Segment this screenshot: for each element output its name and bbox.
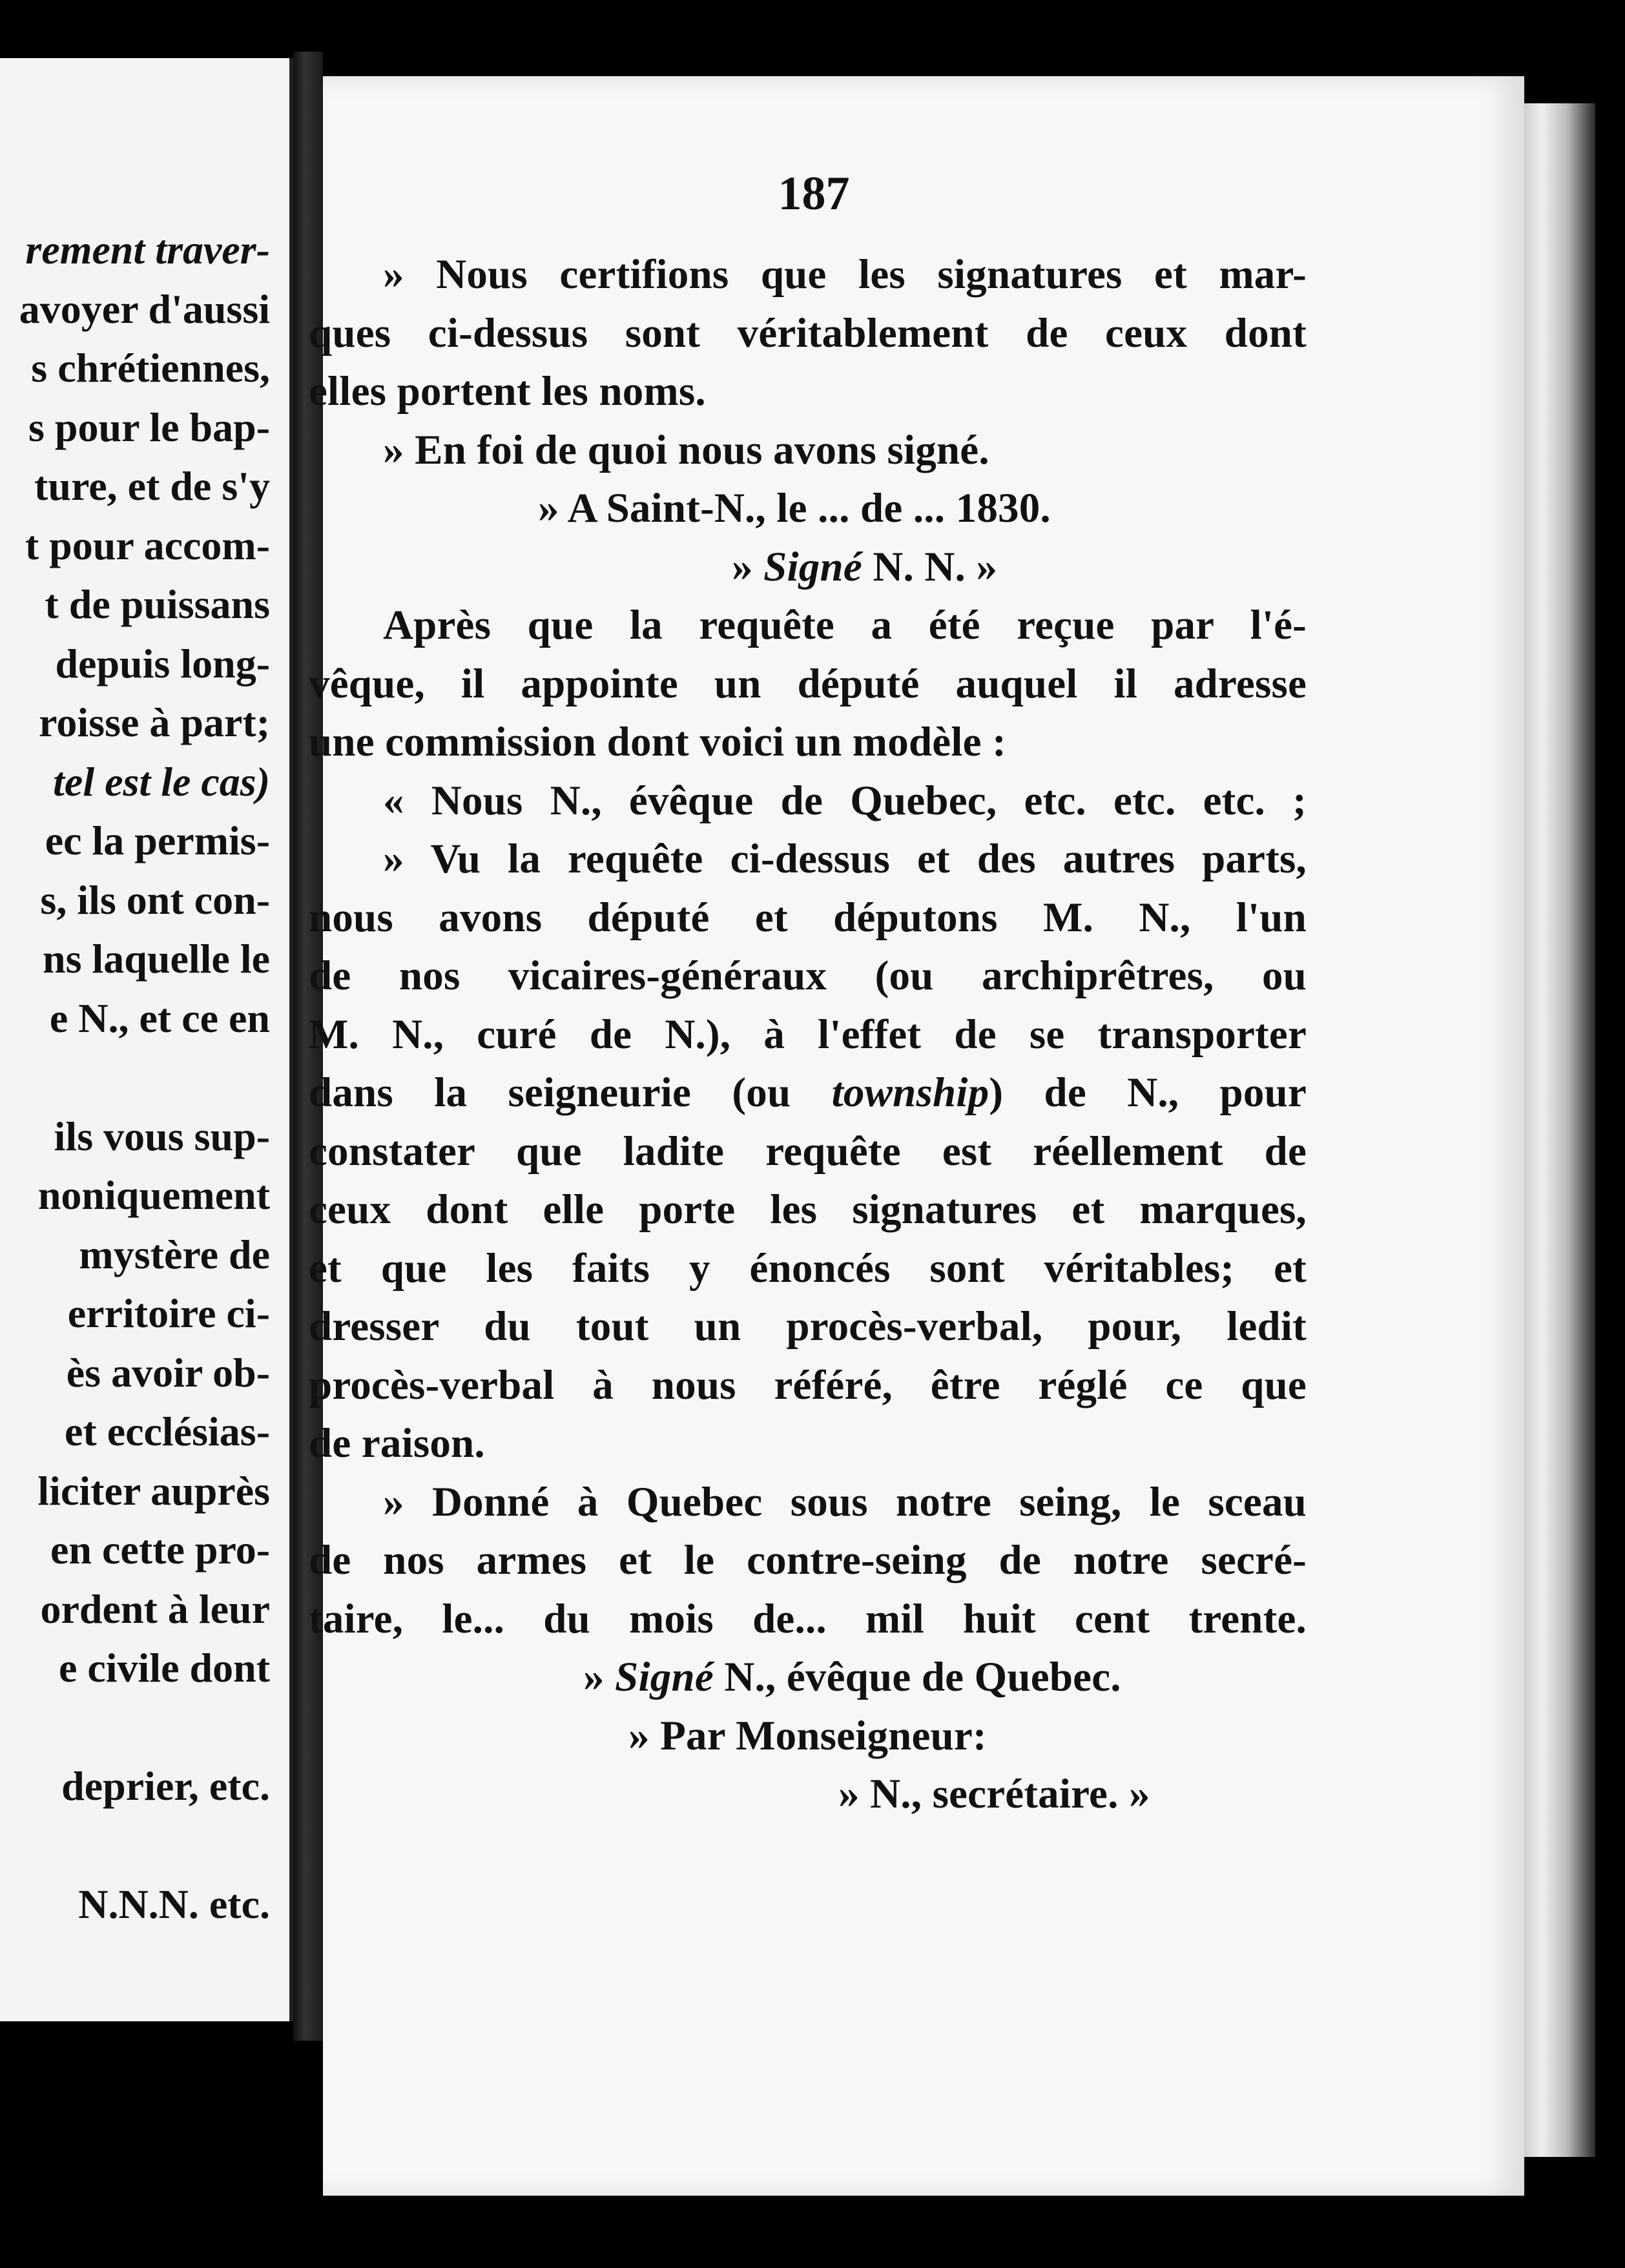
- facing-page-line: ns laquelle le: [42, 936, 270, 982]
- text-line: constater que ladite requête est réellement de: [309, 1128, 1307, 1175]
- text-segment: »: [732, 543, 764, 590]
- italic-segment: Signé: [763, 543, 862, 590]
- text-line: » En foi de quoi nous avons signé.: [383, 426, 989, 473]
- facing-page-line: s pour le bap-: [28, 404, 270, 450]
- text-line: une commission dont voici un modèle :: [309, 719, 1006, 765]
- facing-page-line: t de puissans: [45, 581, 270, 627]
- facing-page-fragment: [0, 58, 293, 2021]
- text-line: « Nous N., évêque de Quebec, etc. etc. etc. ;: [383, 777, 1307, 824]
- text-line: » N., secrétaire. »: [838, 1771, 1150, 1817]
- text-segment: dans la seigneurie (ou: [309, 1069, 832, 1116]
- text-segment: »: [583, 1654, 616, 1700]
- text-line: » Donné à Quebec sous notre seing, le sceau: [383, 1478, 1307, 1525]
- text-line: ceux dont elle porte les signatures et marques,: [309, 1186, 1307, 1233]
- text-line: de nos armes et le contre-seing de notre secré-: [309, 1537, 1307, 1583]
- text-line: procès-verbal à nous référé, être réglé ce que: [309, 1361, 1307, 1408]
- text-line: et que les faits y énoncés sont véritables; et: [309, 1244, 1307, 1292]
- facing-page-line: liciter auprès: [37, 1467, 270, 1514]
- text-segment: N. N. »: [862, 543, 998, 590]
- facing-page-line: ils vous sup-: [54, 1113, 270, 1159]
- facing-page-line: et ecclésias-: [64, 1408, 270, 1454]
- facing-page-line: e civile dont: [58, 1645, 270, 1691]
- page-body-text: [309, 245, 1307, 1824]
- facing-page-line: mystère de: [79, 1231, 270, 1277]
- facing-page-line: e N., et ce en: [49, 995, 270, 1041]
- facing-page-line: en cette pro-: [50, 1527, 270, 1572]
- facing-page-line: erritoire ci-: [67, 1290, 270, 1336]
- italic-segment: Signé: [615, 1654, 714, 1700]
- text-line: Après que la requête a été reçue par l'é-: [383, 602, 1307, 648]
- facing-page-line: s chrétiennes,: [31, 345, 270, 391]
- facing-page-line: rement traver-: [25, 227, 270, 273]
- facing-page-line: noniquement: [37, 1172, 270, 1218]
- text-line: dresser du tout un procès-verbal, pour, ledit: [309, 1303, 1307, 1350]
- text-line: » Vu la requête ci-dessus et des autres parts,: [383, 836, 1307, 882]
- facing-page-line: avoyer d'aussi: [19, 285, 270, 332]
- text-segment: ) de N., pour: [989, 1069, 1307, 1116]
- text-line: [309, 1648, 1307, 1707]
- text-line: de raison.: [309, 1420, 485, 1467]
- facing-page-line: ordent à leur: [40, 1585, 270, 1632]
- facing-page-line: s, ils ont con-: [40, 876, 270, 923]
- text-segment: N., évêque de Quebec.: [713, 1654, 1121, 1700]
- text-line: ques ci-dessus sont véritablement de ceux dont: [309, 309, 1307, 356]
- facing-page-line: depuis long-: [55, 640, 270, 686]
- text-line: » A Saint-N., le ... de ... 1830.: [538, 485, 1051, 531]
- text-line: de nos vicaires-généraux (ou archiprêtres, ou: [309, 953, 1307, 999]
- text-line: elles portent les noms.: [309, 368, 706, 415]
- facing-page-line: tel est le cas): [53, 758, 270, 805]
- text-line: [309, 1064, 1307, 1122]
- facing-page-line: ture, et de s'y: [34, 463, 270, 509]
- page-edge: [1524, 103, 1595, 2157]
- text-line: taire, le... du mois de... mil huit cent trente.: [309, 1595, 1307, 1642]
- text-line: » Par Monseigneur:: [628, 1712, 987, 1759]
- text-line: » Nous certifions que les signatures et mar-: [383, 251, 1307, 298]
- facing-page-line: roisse à part;: [39, 699, 270, 745]
- text-line: M. N., curé de N.), à l'effet de se transporter: [309, 1011, 1307, 1058]
- facing-page-line: ec la permis-: [45, 818, 270, 863]
- facing-page-line: t pour accom-: [25, 522, 270, 568]
- text-line: [309, 538, 1307, 597]
- facing-page-line: N.N.N. etc.: [78, 1881, 270, 1927]
- page-number: 187: [778, 167, 850, 220]
- text-line: nous avons député et députons M. N., l'un: [309, 894, 1307, 941]
- facing-page-line: ès avoir ob-: [66, 1349, 270, 1396]
- facing-page-line: deprier, etc.: [61, 1763, 270, 1809]
- text-line: vêque, il appointe un député auquel il adresse: [309, 660, 1307, 707]
- italic-segment: township: [831, 1069, 989, 1116]
